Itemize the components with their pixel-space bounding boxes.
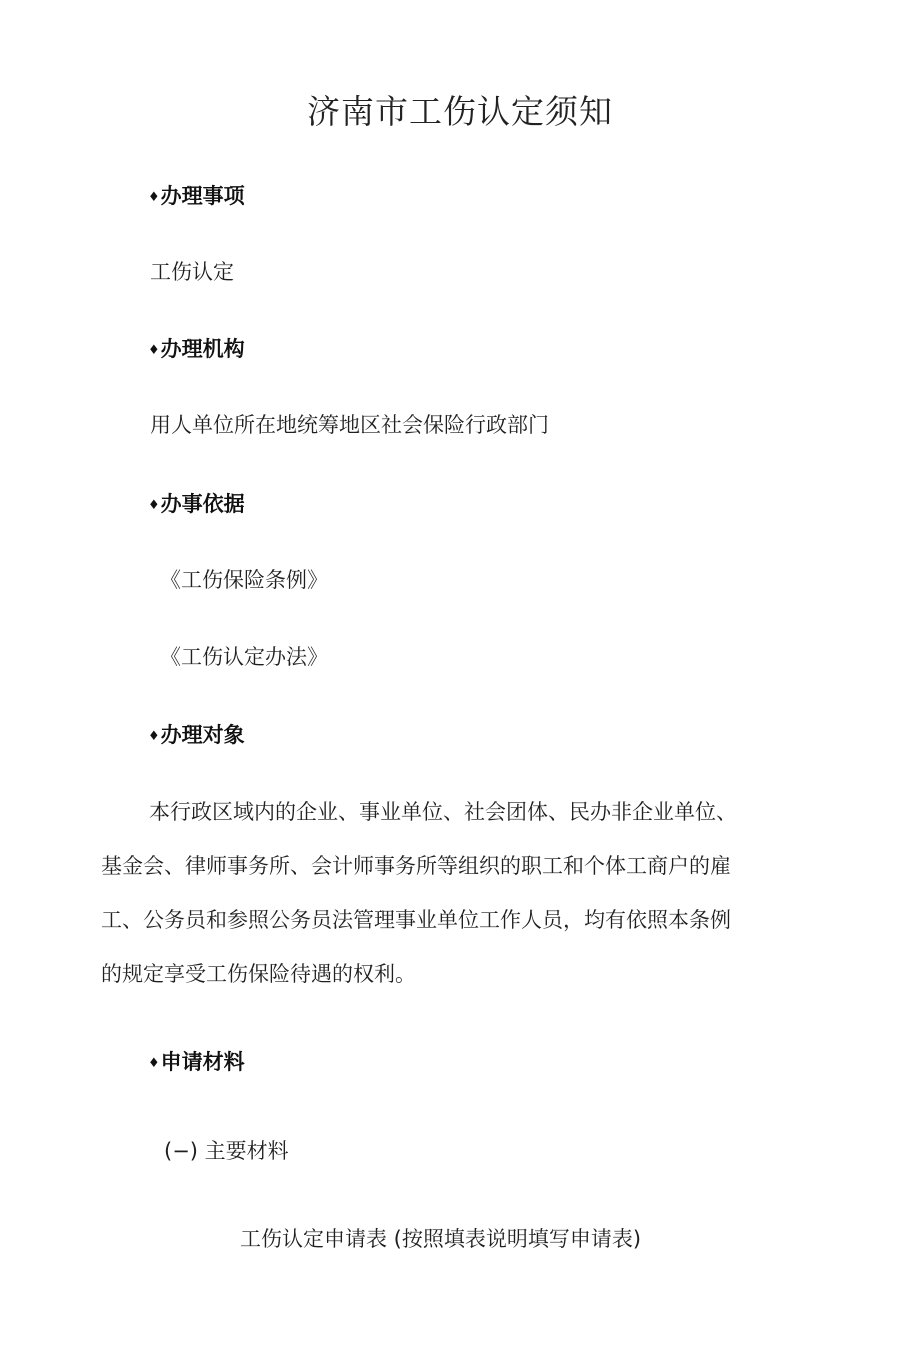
heading-text: 办理事项 bbox=[160, 184, 245, 208]
basis-item: 《工伤认定办法》 bbox=[160, 645, 328, 669]
diamond-bullet-icon: ♦ bbox=[148, 729, 160, 744]
diamond-bullet-icon: ♦ bbox=[148, 1056, 160, 1071]
section-heading-agency bbox=[148, 334, 245, 366]
section-heading-matter bbox=[148, 181, 245, 213]
paragraph-line: 本行政区域内的企业、事业单位、社会团体、民办非企业单位、 bbox=[149, 800, 737, 824]
section-heading-target bbox=[148, 720, 245, 752]
diamond-bullet-icon: ♦ bbox=[148, 498, 160, 513]
diamond-bullet-icon: ♦ bbox=[148, 190, 160, 205]
diamond-bullet-icon: ♦ bbox=[148, 343, 160, 358]
section-heading-materials bbox=[148, 1047, 245, 1079]
materials-first-item: 工伤认定申请表 (按照填表说明填写申请表) bbox=[240, 1227, 642, 1251]
target-paragraph bbox=[101, 797, 801, 1013]
paragraph-line: 基金会、律师事务所、会计师事务所等组织的职工和个体工商户的雇 bbox=[101, 854, 731, 878]
section-heading-basis bbox=[148, 489, 245, 521]
paragraph-line: 工、公务员和参照公务员法管理事业单位工作人员，均有依照本条例 bbox=[101, 908, 731, 932]
agency-content: 用人单位所在地统筹地区社会保险行政部门 bbox=[150, 413, 549, 437]
heading-text: 办理对象 bbox=[160, 723, 245, 747]
document-title: 济南市工伤认定须知 bbox=[307, 92, 613, 131]
materials-subheading: (−) 主要材料 bbox=[164, 1139, 289, 1163]
heading-text: 申请材料 bbox=[160, 1050, 245, 1074]
heading-text: 办事依据 bbox=[160, 492, 245, 516]
heading-text: 办理机构 bbox=[160, 337, 245, 361]
paragraph-line: 的规定享受工伤保险待遇的权利。 bbox=[101, 962, 416, 986]
basis-item: 《工伤保险条例》 bbox=[160, 568, 328, 592]
matter-content: 工伤认定 bbox=[150, 260, 234, 284]
